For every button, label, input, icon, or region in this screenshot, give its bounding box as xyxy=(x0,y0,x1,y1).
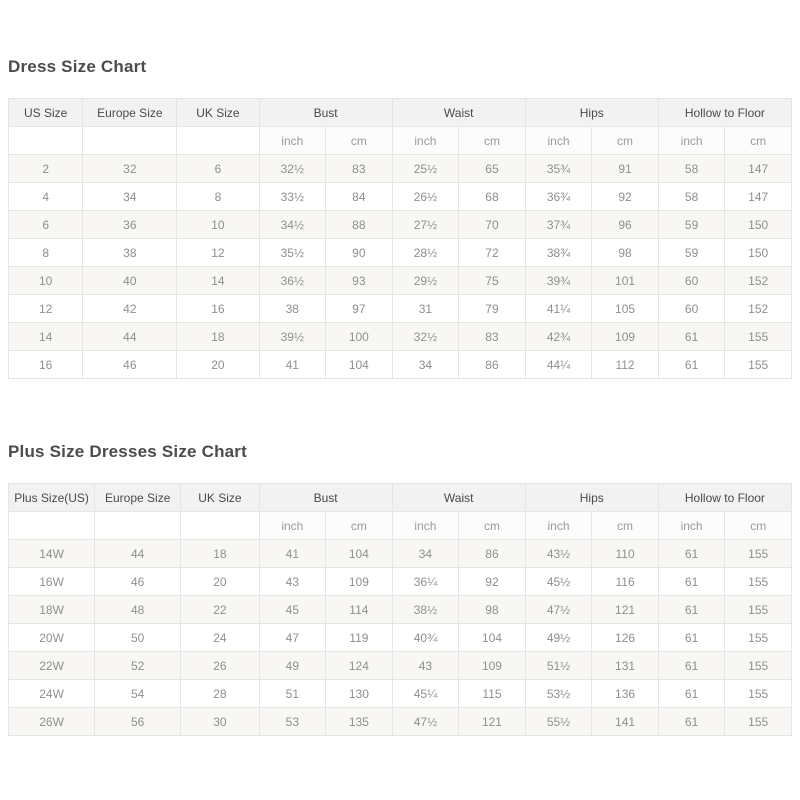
table-cell: 43 xyxy=(392,652,459,680)
table-cell: 155 xyxy=(725,568,792,596)
table-cell: 14W xyxy=(9,540,95,568)
table-cell: 20W xyxy=(9,624,95,652)
table-cell: 90 xyxy=(326,239,393,267)
column-header-us-size: US Size xyxy=(9,99,83,127)
table-cell: 16W xyxy=(9,568,95,596)
table-row xyxy=(9,680,792,708)
table-cell: 26½ xyxy=(392,183,459,211)
table-cell: 131 xyxy=(592,652,659,680)
plus-size-chart-table xyxy=(8,483,792,736)
table-cell: 121 xyxy=(592,596,659,624)
unit-label-cm: cm xyxy=(592,512,659,540)
table-cell: 16 xyxy=(177,295,259,323)
table-cell: 34 xyxy=(392,540,459,568)
table-cell: 60 xyxy=(658,267,725,295)
table-row xyxy=(9,652,792,680)
table-cell: 58 xyxy=(658,155,725,183)
column-header-hollow-to-floor: Hollow to Floor xyxy=(658,99,791,127)
table-cell: 34 xyxy=(83,183,177,211)
table-row xyxy=(9,239,792,267)
table-cell: 55½ xyxy=(525,708,592,736)
table-cell: 56 xyxy=(95,708,181,736)
table-cell: 35½ xyxy=(259,239,326,267)
table-cell: 112 xyxy=(592,351,659,379)
table-cell: 26W xyxy=(9,708,95,736)
unit-label-inch: inch xyxy=(392,512,459,540)
table-cell: 96 xyxy=(592,211,659,239)
empty-header-cell xyxy=(177,127,259,155)
unit-label-inch: inch xyxy=(259,127,326,155)
table-cell: 24W xyxy=(9,680,95,708)
table-cell: 72 xyxy=(459,239,526,267)
table-cell: 38 xyxy=(83,239,177,267)
empty-header-cell xyxy=(83,127,177,155)
table-cell: 2 xyxy=(9,155,83,183)
table-cell: 104 xyxy=(459,624,526,652)
unit-label-inch: inch xyxy=(259,512,326,540)
table-cell: 93 xyxy=(326,267,393,295)
table-cell: 6 xyxy=(177,155,259,183)
table-cell: 38½ xyxy=(392,596,459,624)
table-cell: 68 xyxy=(459,183,526,211)
table-cell: 75 xyxy=(459,267,526,295)
table-cell: 45 xyxy=(259,596,326,624)
table-cell: 61 xyxy=(658,568,725,596)
table-cell: 53 xyxy=(259,708,326,736)
table-cell: 32½ xyxy=(259,155,326,183)
table-row xyxy=(9,267,792,295)
table-cell: 8 xyxy=(177,183,259,211)
table-cell: 14 xyxy=(9,323,83,351)
table-cell: 46 xyxy=(83,351,177,379)
table-cell: 92 xyxy=(459,568,526,596)
unit-label-cm: cm xyxy=(725,127,792,155)
table-cell: 20 xyxy=(181,568,259,596)
table-cell: 29½ xyxy=(392,267,459,295)
table-cell: 100 xyxy=(326,323,393,351)
table-cell: 61 xyxy=(658,708,725,736)
unit-label-cm: cm xyxy=(326,127,393,155)
table-cell: 22 xyxy=(181,596,259,624)
table-cell: 150 xyxy=(725,239,792,267)
table-cell: 98 xyxy=(459,596,526,624)
unit-label-cm: cm xyxy=(725,512,792,540)
table-cell: 51 xyxy=(259,680,326,708)
table-cell: 41 xyxy=(259,351,326,379)
table-cell: 38¾ xyxy=(525,239,592,267)
empty-header-cell xyxy=(9,512,95,540)
unit-label-cm: cm xyxy=(592,127,659,155)
table-cell: 121 xyxy=(459,708,526,736)
dress-size-chart-title: Dress Size Chart xyxy=(8,57,147,76)
table-cell: 18W xyxy=(9,596,95,624)
table-cell: 20 xyxy=(177,351,259,379)
table-cell: 32 xyxy=(83,155,177,183)
table-cell: 79 xyxy=(459,295,526,323)
table-cell: 155 xyxy=(725,540,792,568)
column-header-europe-size: Europe Size xyxy=(95,484,181,512)
column-header-waist: Waist xyxy=(392,99,525,127)
table-cell: 36¾ xyxy=(525,183,592,211)
header-row xyxy=(9,484,792,512)
table-cell: 101 xyxy=(592,267,659,295)
table-cell: 98 xyxy=(592,239,659,267)
unit-label-inch: inch xyxy=(525,512,592,540)
table-cell: 104 xyxy=(326,540,393,568)
table-cell: 61 xyxy=(658,540,725,568)
table-cell: 24 xyxy=(181,624,259,652)
table-row xyxy=(9,568,792,596)
table-row xyxy=(9,323,792,351)
table-cell: 126 xyxy=(592,624,659,652)
table-cell: 25½ xyxy=(392,155,459,183)
table-cell: 59 xyxy=(658,211,725,239)
table-cell: 155 xyxy=(725,351,792,379)
table-cell: 32½ xyxy=(392,323,459,351)
table-cell: 86 xyxy=(459,540,526,568)
unit-label-cm: cm xyxy=(459,127,526,155)
table-cell: 61 xyxy=(658,652,725,680)
table-cell: 18 xyxy=(181,540,259,568)
header-row xyxy=(9,99,792,127)
table-cell: 26 xyxy=(181,652,259,680)
table-cell: 152 xyxy=(725,295,792,323)
table-cell: 48 xyxy=(95,596,181,624)
table-cell: 39¾ xyxy=(525,267,592,295)
table-cell: 33½ xyxy=(259,183,326,211)
dress-size-chart-rows xyxy=(9,155,792,379)
table-cell: 155 xyxy=(725,596,792,624)
table-cell: 104 xyxy=(326,351,393,379)
table-cell: 135 xyxy=(326,708,393,736)
unit-label-inch: inch xyxy=(658,512,725,540)
column-header-bust: Bust xyxy=(259,484,392,512)
table-cell: 155 xyxy=(725,708,792,736)
table-cell: 105 xyxy=(592,295,659,323)
plus-size-chart-section xyxy=(8,442,792,736)
table-row xyxy=(9,295,792,323)
table-cell: 59 xyxy=(658,239,725,267)
table-cell: 61 xyxy=(658,624,725,652)
unit-row xyxy=(9,512,792,540)
table-cell: 44¼ xyxy=(525,351,592,379)
table-cell: 61 xyxy=(658,596,725,624)
table-cell: 39½ xyxy=(259,323,326,351)
table-cell: 51½ xyxy=(525,652,592,680)
empty-header-cell xyxy=(181,512,259,540)
table-cell: 150 xyxy=(725,211,792,239)
table-cell: 10 xyxy=(9,267,83,295)
empty-header-cell xyxy=(95,512,181,540)
table-cell: 119 xyxy=(326,624,393,652)
table-cell: 152 xyxy=(725,267,792,295)
unit-label-cm: cm xyxy=(459,512,526,540)
table-cell: 58 xyxy=(658,183,725,211)
table-cell: 54 xyxy=(95,680,181,708)
table-cell: 83 xyxy=(459,323,526,351)
table-cell: 31 xyxy=(392,295,459,323)
table-cell: 34½ xyxy=(259,211,326,239)
column-header-uk-size: UK Size xyxy=(181,484,259,512)
table-cell: 45½ xyxy=(525,568,592,596)
column-header-bust: Bust xyxy=(259,99,392,127)
table-cell: 155 xyxy=(725,624,792,652)
table-cell: 49 xyxy=(259,652,326,680)
table-cell: 155 xyxy=(725,323,792,351)
unit-label-inch: inch xyxy=(525,127,592,155)
table-cell: 83 xyxy=(326,155,393,183)
table-cell: 34 xyxy=(392,351,459,379)
plus-size-chart-title: Plus Size Dresses Size Chart xyxy=(8,442,247,461)
table-cell: 44 xyxy=(83,323,177,351)
table-cell: 40¾ xyxy=(392,624,459,652)
table-cell: 84 xyxy=(326,183,393,211)
table-row xyxy=(9,540,792,568)
table-cell: 52 xyxy=(95,652,181,680)
column-header-hips: Hips xyxy=(525,484,658,512)
table-cell: 43 xyxy=(259,568,326,596)
table-row xyxy=(9,596,792,624)
table-cell: 53½ xyxy=(525,680,592,708)
table-cell: 16 xyxy=(9,351,83,379)
table-cell: 18 xyxy=(177,323,259,351)
table-cell: 115 xyxy=(459,680,526,708)
table-cell: 92 xyxy=(592,183,659,211)
table-cell: 109 xyxy=(326,568,393,596)
table-cell: 22W xyxy=(9,652,95,680)
table-cell: 40 xyxy=(83,267,177,295)
table-cell: 91 xyxy=(592,155,659,183)
column-header-europe-size: Europe Size xyxy=(83,99,177,127)
table-cell: 50 xyxy=(95,624,181,652)
plus-size-chart-rows xyxy=(9,540,792,736)
table-cell: 14 xyxy=(177,267,259,295)
table-cell: 136 xyxy=(592,680,659,708)
table-row xyxy=(9,183,792,211)
table-cell: 116 xyxy=(592,568,659,596)
table-cell: 60 xyxy=(658,295,725,323)
table-cell: 30 xyxy=(181,708,259,736)
table-row xyxy=(9,211,792,239)
table-cell: 155 xyxy=(725,652,792,680)
column-header-plus-size-us: Plus Size(US) xyxy=(9,484,95,512)
column-header-hips: Hips xyxy=(525,99,658,127)
table-cell: 10 xyxy=(177,211,259,239)
table-cell: 86 xyxy=(459,351,526,379)
table-cell: 12 xyxy=(9,295,83,323)
table-cell: 147 xyxy=(725,155,792,183)
unit-label-inch: inch xyxy=(658,127,725,155)
table-cell: 4 xyxy=(9,183,83,211)
table-cell: 49½ xyxy=(525,624,592,652)
table-cell: 124 xyxy=(326,652,393,680)
table-row xyxy=(9,351,792,379)
table-cell: 36¼ xyxy=(392,568,459,596)
dress-size-chart-table xyxy=(8,98,792,379)
table-cell: 88 xyxy=(326,211,393,239)
table-cell: 28½ xyxy=(392,239,459,267)
table-cell: 36½ xyxy=(259,267,326,295)
table-cell: 97 xyxy=(326,295,393,323)
column-header-hollow-to-floor: Hollow to Floor xyxy=(658,484,791,512)
table-cell: 27½ xyxy=(392,211,459,239)
table-cell: 61 xyxy=(658,323,725,351)
table-cell: 61 xyxy=(658,351,725,379)
table-cell: 47½ xyxy=(525,596,592,624)
table-cell: 65 xyxy=(459,155,526,183)
table-cell: 28 xyxy=(181,680,259,708)
table-cell: 38 xyxy=(259,295,326,323)
table-cell: 42 xyxy=(83,295,177,323)
table-cell: 44 xyxy=(95,540,181,568)
table-cell: 6 xyxy=(9,211,83,239)
table-cell: 36 xyxy=(83,211,177,239)
column-header-uk-size: UK Size xyxy=(177,99,259,127)
table-cell: 12 xyxy=(177,239,259,267)
column-header-waist: Waist xyxy=(392,484,525,512)
table-cell: 35¾ xyxy=(525,155,592,183)
table-cell: 41 xyxy=(259,540,326,568)
unit-label-cm: cm xyxy=(326,512,393,540)
table-cell: 37¾ xyxy=(525,211,592,239)
table-cell: 42¾ xyxy=(525,323,592,351)
empty-header-cell xyxy=(9,127,83,155)
table-cell: 45¼ xyxy=(392,680,459,708)
table-cell: 46 xyxy=(95,568,181,596)
table-cell: 130 xyxy=(326,680,393,708)
table-row xyxy=(9,624,792,652)
table-cell: 47½ xyxy=(392,708,459,736)
table-cell: 43½ xyxy=(525,540,592,568)
table-cell: 8 xyxy=(9,239,83,267)
table-cell: 110 xyxy=(592,540,659,568)
table-cell: 47 xyxy=(259,624,326,652)
table-cell: 155 xyxy=(725,680,792,708)
dress-size-chart-section xyxy=(8,57,792,379)
table-cell: 109 xyxy=(592,323,659,351)
table-cell: 147 xyxy=(725,183,792,211)
table-cell: 41¼ xyxy=(525,295,592,323)
table-cell: 70 xyxy=(459,211,526,239)
table-cell: 141 xyxy=(592,708,659,736)
unit-row xyxy=(9,127,792,155)
table-cell: 109 xyxy=(459,652,526,680)
table-cell: 61 xyxy=(658,680,725,708)
table-row xyxy=(9,708,792,736)
table-cell: 114 xyxy=(326,596,393,624)
unit-label-inch: inch xyxy=(392,127,459,155)
table-row xyxy=(9,155,792,183)
